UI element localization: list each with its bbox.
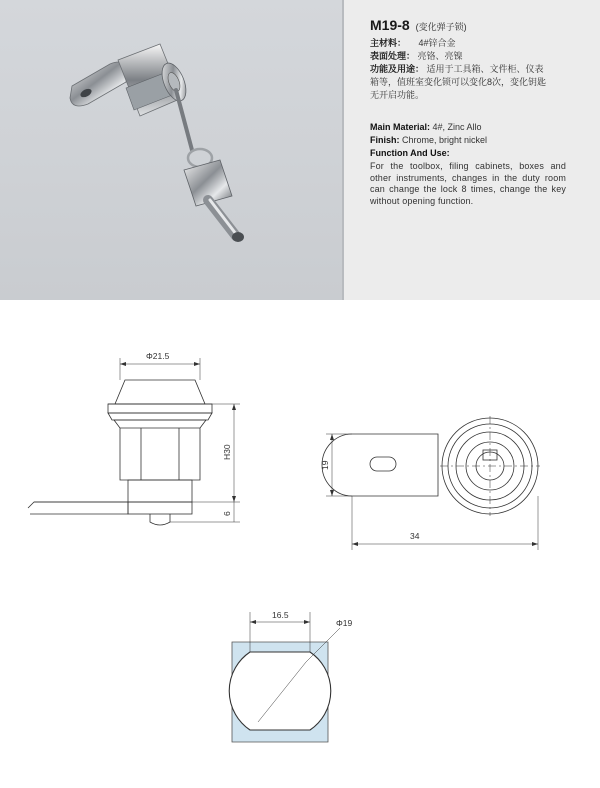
model-cn-name: (变化弹子锁) (415, 22, 467, 32)
cn-finish-row (370, 50, 463, 62)
en-material-label: Main Material: (370, 122, 431, 132)
en-material-value: 4#, Zinc Allo (432, 122, 482, 132)
dim-bottom-label: 6 (222, 511, 232, 516)
front-view (322, 416, 540, 550)
dim-cutout-width-label: 16.5 (272, 610, 289, 620)
cn-function-row (370, 63, 544, 75)
side-view (28, 358, 240, 525)
cn-function-line2: 箱等，值班室变化锁可以变化8次，变化钥匙 (370, 77, 547, 87)
lock-photo-illustration (0, 0, 342, 300)
dim-front-length-label: 34 (410, 531, 420, 541)
en-finish-row (370, 135, 566, 147)
cn-function-label: 功能及用途： (370, 64, 425, 74)
cn-material-value: 4#锌合金 (418, 38, 456, 48)
cn-function-line1: 适用于工具箱、文件柜、仪表 (426, 64, 544, 74)
cn-material-row (370, 37, 456, 49)
en-function-label-row (370, 148, 566, 160)
product-photo (0, 0, 342, 300)
en-finish-label: Finish: (370, 135, 400, 145)
en-finish-value: Chrome, bright nickel (402, 135, 488, 145)
dim-cutout-diameter-label: Φ19 (336, 618, 353, 628)
cn-function-line3: 无开启功能。 (370, 90, 425, 100)
dim-front-height-label: 19 (320, 460, 330, 470)
cn-finish-label: 表面处理： (370, 51, 416, 61)
cn-finish-value: 亮铬、亮镍 (417, 51, 463, 61)
en-function-text: For the toolbox, filing cabinets, boxes and other instruments, changes in the duty room can change the lock 8 times, change the key without opening function. (370, 161, 566, 206)
dim-diameter-label: Φ21.5 (146, 351, 170, 361)
cn-material-label: 主材料： (370, 38, 407, 48)
en-function-label: Function And Use: (370, 148, 450, 158)
en-material-row (370, 122, 566, 134)
dim-height-label: H30 (222, 444, 232, 460)
model-number: M19-8 (370, 17, 410, 33)
cutout-view (229, 612, 340, 742)
model-title (370, 17, 467, 33)
technical-drawing (0, 300, 600, 788)
